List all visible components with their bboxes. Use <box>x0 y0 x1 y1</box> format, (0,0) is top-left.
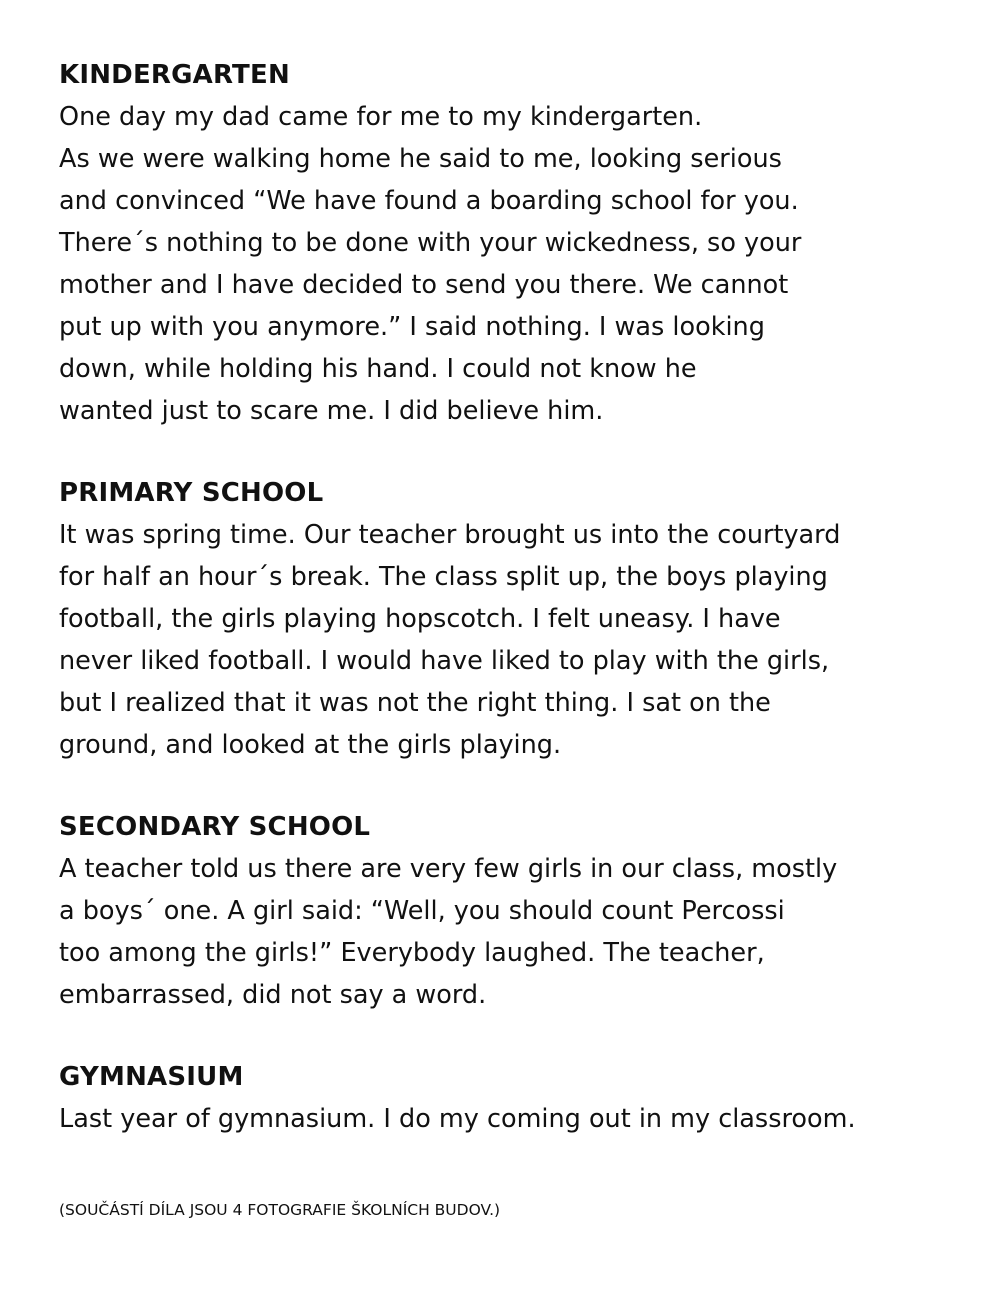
section-heading: GYMNASIUM <box>59 1062 244 1092</box>
text-line: too among the girls!” Everybody laughed. The teacher, <box>59 938 765 968</box>
section-heading: PRIMARY SCHOOL <box>59 478 324 508</box>
text-line: but I realized that it was not the right thing. I sat on the <box>59 688 771 718</box>
text-line: put up with you anymore.” I said nothing. I was looking <box>59 312 765 342</box>
section-gymnasium <box>59 1056 979 1140</box>
section-primary-school <box>59 472 979 766</box>
text-line: down, while holding his hand. I could not know he <box>59 354 697 384</box>
text-line: A teacher told us there are very few girls in our class, mostly <box>59 854 838 884</box>
section-secondary-school <box>59 806 979 1016</box>
section-heading: SECONDARY SCHOOL <box>59 812 371 842</box>
text-line: wanted just to scare me. I did believe him. <box>59 396 604 426</box>
text-line: Last year of gymnasium. I do my coming out in my classroom. <box>59 1104 856 1134</box>
document-body <box>59 54 979 1180</box>
text-line: embarrassed, did not say a word. <box>59 980 487 1010</box>
text-line: a boys´ one. A girl said: “Well, you should count Percossi <box>59 896 785 926</box>
text-line: football, the girls playing hopscotch. I felt uneasy. I have <box>59 604 781 634</box>
text-line: It was spring time. Our teacher brought us into the courtyard <box>59 520 841 550</box>
section-heading: KINDERGARTEN <box>59 60 290 90</box>
text-line: and convinced “We have found a boarding school for you. <box>59 186 799 216</box>
text-line: ground, and looked at the girls playing. <box>59 730 562 760</box>
text-line: for half an hour´s break. The class split up, the boys playing <box>59 562 828 592</box>
section-kindergarten <box>59 54 979 432</box>
text-line: As we were walking home he said to me, looking serious <box>59 144 782 174</box>
text-line: mother and I have decided to send you there. We cannot <box>59 270 789 300</box>
text-line: There´s nothing to be done with your wickedness, so your <box>59 228 802 258</box>
text-line: One day my dad came for me to my kindergarten. <box>59 102 703 132</box>
text-line: never liked football. I would have liked to play with the girls, <box>59 646 830 676</box>
footnote: (SOUČÁSTÍ DÍLA JSOU 4 FOTOGRAFIE ŠKOLNÍCH BUDOV.) <box>59 1201 501 1219</box>
